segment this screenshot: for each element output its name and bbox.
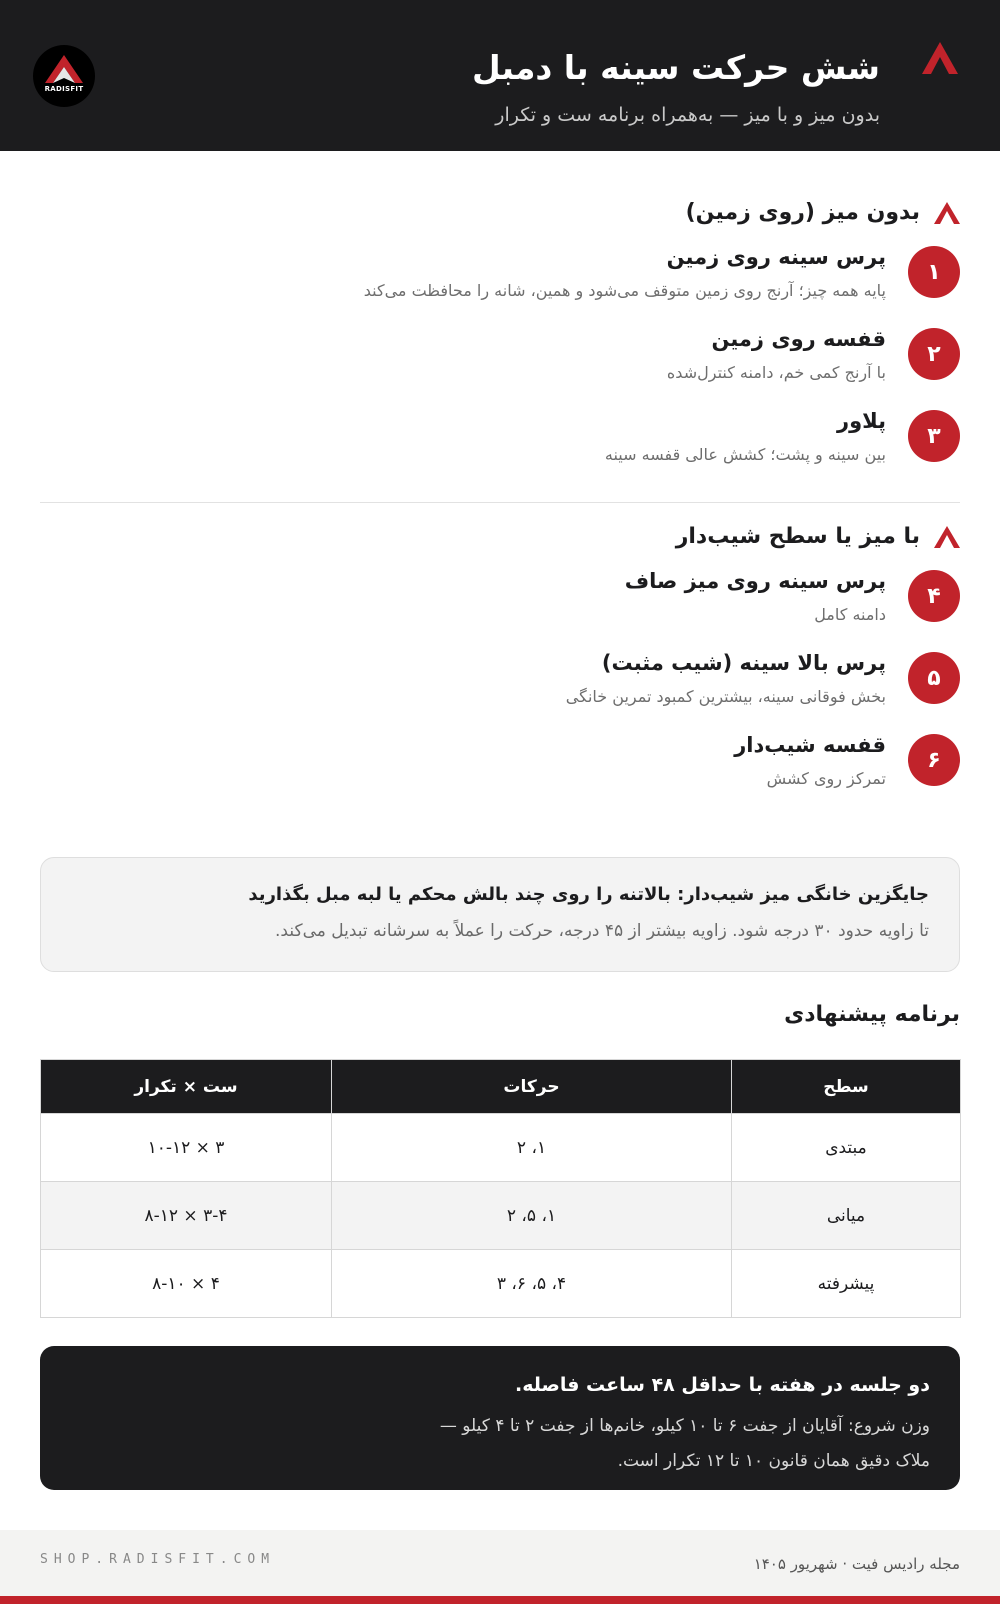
exercise-number-badge: ۳ bbox=[908, 410, 960, 462]
section-divider bbox=[40, 502, 960, 503]
logo-text: RADISFIT bbox=[44, 85, 84, 93]
table-header-row bbox=[41, 1060, 961, 1114]
tip-box bbox=[40, 857, 960, 972]
section-chevron-icon bbox=[934, 526, 960, 548]
cell-sets: ۴ × ۸-۱۰ bbox=[41, 1250, 332, 1318]
tip-title: جایگزین خانگی میز شیب‌دار: بالاتنه را روی چند بالش محکم یا لبه مبل بگذارید bbox=[248, 884, 929, 905]
cell-level: مبتدی bbox=[732, 1114, 961, 1182]
exercise-item bbox=[40, 651, 960, 721]
header-sets: ست × تکرار bbox=[41, 1060, 332, 1114]
cell-moves: ۴، ۵، ۶، ۳ bbox=[332, 1250, 732, 1318]
exercise-number-badge: ۵ bbox=[908, 652, 960, 704]
brand-chevron-icon bbox=[922, 42, 958, 74]
exercise-title: پرس سینه روی میز صاف bbox=[624, 569, 886, 593]
section-chevron-icon bbox=[934, 202, 960, 224]
exercise-title: پرس بالا سینه (شیب مثبت) bbox=[601, 651, 886, 675]
section-heading-floor bbox=[686, 200, 960, 225]
exercise-item bbox=[40, 733, 960, 803]
accent-bar bbox=[0, 1596, 1000, 1604]
exercise-title: پرس سینه روی زمین bbox=[666, 245, 886, 269]
cell-moves: ۱، ۵، ۲ bbox=[332, 1182, 732, 1250]
schedule-note bbox=[40, 1346, 960, 1490]
section-title: با میز یا سطح شیب‌دار bbox=[675, 524, 920, 549]
cell-level: پیشرفته bbox=[732, 1250, 961, 1318]
logo-mark-icon bbox=[33, 45, 95, 107]
tip-text: تا زاویه حدود ۳۰ درجه شود. زاویه بیشتر از ۴۵ درجه، حرکت را عملاً به سرشانه تبدیل می‌کند. bbox=[275, 921, 929, 941]
exercise-item bbox=[40, 409, 960, 479]
cell-sets: ۳-۴ × ۸-۱۲ bbox=[41, 1182, 332, 1250]
note-line: وزن شروع: آقایان از جفت ۶ تا ۱۰ کیلو، خانم‌ها از جفت ۲ تا ۴ کیلو — bbox=[439, 1416, 930, 1436]
section-title: بدون میز (روی زمین) bbox=[685, 200, 920, 225]
exercise-item bbox=[40, 327, 960, 397]
exercise-number-badge: ۲ bbox=[908, 328, 960, 380]
program-table bbox=[40, 1059, 961, 1318]
cell-moves: ۱، ۲ bbox=[332, 1114, 732, 1182]
table-row bbox=[41, 1250, 961, 1318]
cell-level: میانی bbox=[732, 1182, 961, 1250]
table-row bbox=[41, 1114, 961, 1182]
exercise-description: پایه همه چیز؛ آرنج روی زمین متوقف می‌شود و همین، شانه را محافظت می‌کند bbox=[363, 281, 886, 300]
exercise-title: قفسه شیب‌دار bbox=[734, 733, 886, 757]
note-title: دو جلسه در هفته با حداقل ۴۸ ساعت فاصله. bbox=[514, 1374, 930, 1396]
exercise-title: قفسه روی زمین bbox=[711, 327, 886, 351]
page-footer bbox=[0, 1530, 1000, 1596]
exercise-item bbox=[40, 569, 960, 639]
exercise-title: پلاور bbox=[837, 409, 886, 433]
exercise-number-badge: ۶ bbox=[908, 734, 960, 786]
header-moves: حرکات bbox=[332, 1060, 732, 1114]
shop-url[interactable]: SHOP.RADISFIT.COM bbox=[40, 1552, 276, 1567]
brand-logo bbox=[33, 45, 95, 107]
note-line: ملاک دقیق همان قانون ۱۰ تا ۱۲ تکرار است. bbox=[617, 1451, 930, 1471]
exercise-item bbox=[40, 245, 960, 315]
program-title: برنامه پیشنهادی bbox=[784, 1002, 960, 1027]
magazine-credit: مجله رادیس فیت · شهریور ۱۴۰۵ bbox=[753, 1555, 960, 1573]
page-subtitle: بدون میز و با میز — به‌همراه برنامه ست و تکرار bbox=[495, 104, 880, 126]
section-heading-bench bbox=[676, 524, 960, 549]
exercise-description: دامنه کامل bbox=[814, 605, 886, 624]
exercise-number-badge: ۴ bbox=[908, 570, 960, 622]
page-header bbox=[0, 0, 1000, 151]
table-row bbox=[41, 1182, 961, 1250]
exercise-description: بخش فوقانی سینه، بیشترین کمبود تمرین خانگی bbox=[565, 687, 886, 706]
exercise-description: تمرکز روی کشش bbox=[766, 769, 886, 788]
exercise-description: با آرنج کمی خم، دامنه کنترل‌شده bbox=[666, 363, 886, 382]
exercise-number-badge: ۱ bbox=[908, 246, 960, 298]
page-title: شش حرکت سینه با دمبل bbox=[472, 48, 880, 87]
cell-sets: ۳ × ۱۰-۱۲ bbox=[41, 1114, 332, 1182]
exercise-description: بین سینه و پشت؛ کشش عالی قفسه سینه bbox=[604, 445, 886, 464]
header-level: سطح bbox=[732, 1060, 961, 1114]
